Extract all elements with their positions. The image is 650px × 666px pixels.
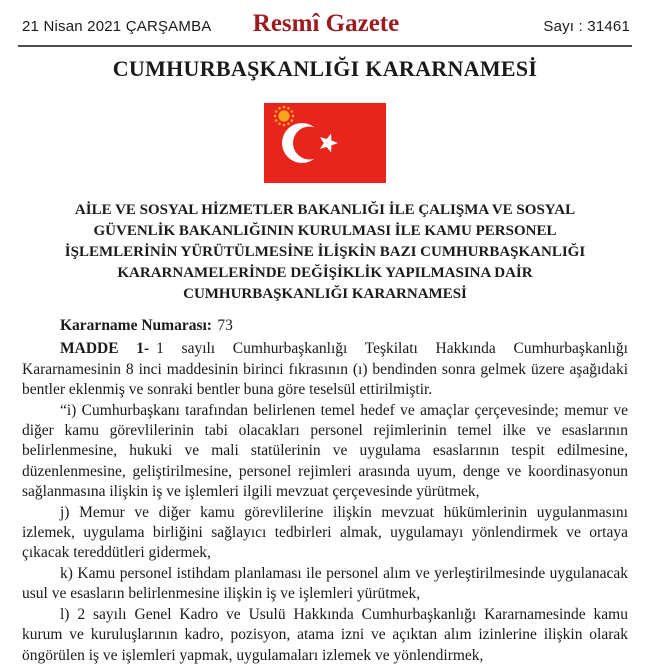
article-madde-1 [22,339,628,400]
decree-title-line: KARARNAMELERİNDE DEĞİŞİKLİK YAPILMASINA DAİR [117,265,533,281]
document-type-heading: CUMHURBAŞKANLIĞI KARARNAMESİ [112,56,538,81]
decree-number-label: Kararname Numarası: [60,317,212,334]
decree-title-line: GÜVENLİK BAKANLIĞININ KURULMASI İLE KAMU PERSONEL [93,223,557,239]
gazette-title: Resmî Gazete [252,10,400,37]
decree-title-line: İŞLEMLERİNİN YÜRÜTÜLMESİNE İLİŞKİN BAZI CUMHURBAŞKANLIĞI [64,244,586,260]
clause-l: l) 2 sayılı Genel Kadro ve Usulü Hakkında Cumhurbaşkanlığı Kararnamesinde kamu kurum ve kuruluşlarının kadro, pozisyon, atama izni ve açıktan alım izinlerine ilişkin olarak öngörülen iş ve işlemleri yapmak, uygulamaları izlemek ve yönlendirmek, [22,605,628,664]
header-divider-rule [18,45,632,47]
article-madde-1-text: 1 sayılı Cumhurbaşkanlığı Teşkilatı Hakkında Cumhurbaşkanlığı Kararnamesinin 8 inci maddesinin birinci fıkrasının (ı) bendinden sonra gelmek üzere aşağıdaki bentler eklenmiş ve sonraki bentler buna göre teselsül ettirilmiştir. [22,340,628,399]
decree-number-value: 73 [217,317,233,334]
clause-i: “i) Cumhurbaşkanı tarafından belirlenen temel hedef ve amaçlar çerçevesinde; memur ve diğer kamu görevlilerinin tabi olacakları personel rejimlerinin temel ilke ve esaslarının belirlenmesine, hukuki ve mali statülerinin ve uygulama esaslarının tespit edilmesine, düzenlenmesine, geliştirilmesine, personel rejimleri arasında uyum, denge ve koordinasyonun sağlanmasına ilişkin iş ve işlemleri ilgili mevzuat çerçevesinde yürütmek, [22,401,628,501]
article-madde-1-label: MADDE 1- [60,340,150,358]
gazette-date: 21 Nisan 2021 ÇARŞAMBA [22,18,212,35]
decree-title [0,200,650,305]
decree-number [22,316,628,336]
decree-title-line: CUMHURBAŞKANLIĞI KARARNAMESİ [183,286,467,302]
decree-body [22,316,628,666]
decree-title-line: AİLE VE SOSYAL HİZMETLER BAKANLIĞI İLE ÇALIŞMA VE SOSYAL [74,202,576,218]
clause-j: j) Memur ve diğer kamu görevlilerine ilişkin mevzuat hükümlerinin uygulanmasını izlemek, uygulama birliğini sağlayıcı tedbirleri almak, uygulamayı yönlendirmek ve ortaya çıkacak tereddütleri gidermek, [22,503,628,562]
gazette-header [0,0,650,45]
flag-crescent-inner [293,127,326,160]
turkish-presidential-flag-icon [264,103,386,183]
flag-container [0,103,650,183]
clause-k: k) Kamu personel istihdam planlaması ile personel alım ve yerleştirilmesinde uygulanacak usul ve esasların belirlenmesine ilişkin iş ve işlemleri yürütmek, [22,564,628,603]
gazette-issue-number: Sayı : 31461 [543,18,630,35]
